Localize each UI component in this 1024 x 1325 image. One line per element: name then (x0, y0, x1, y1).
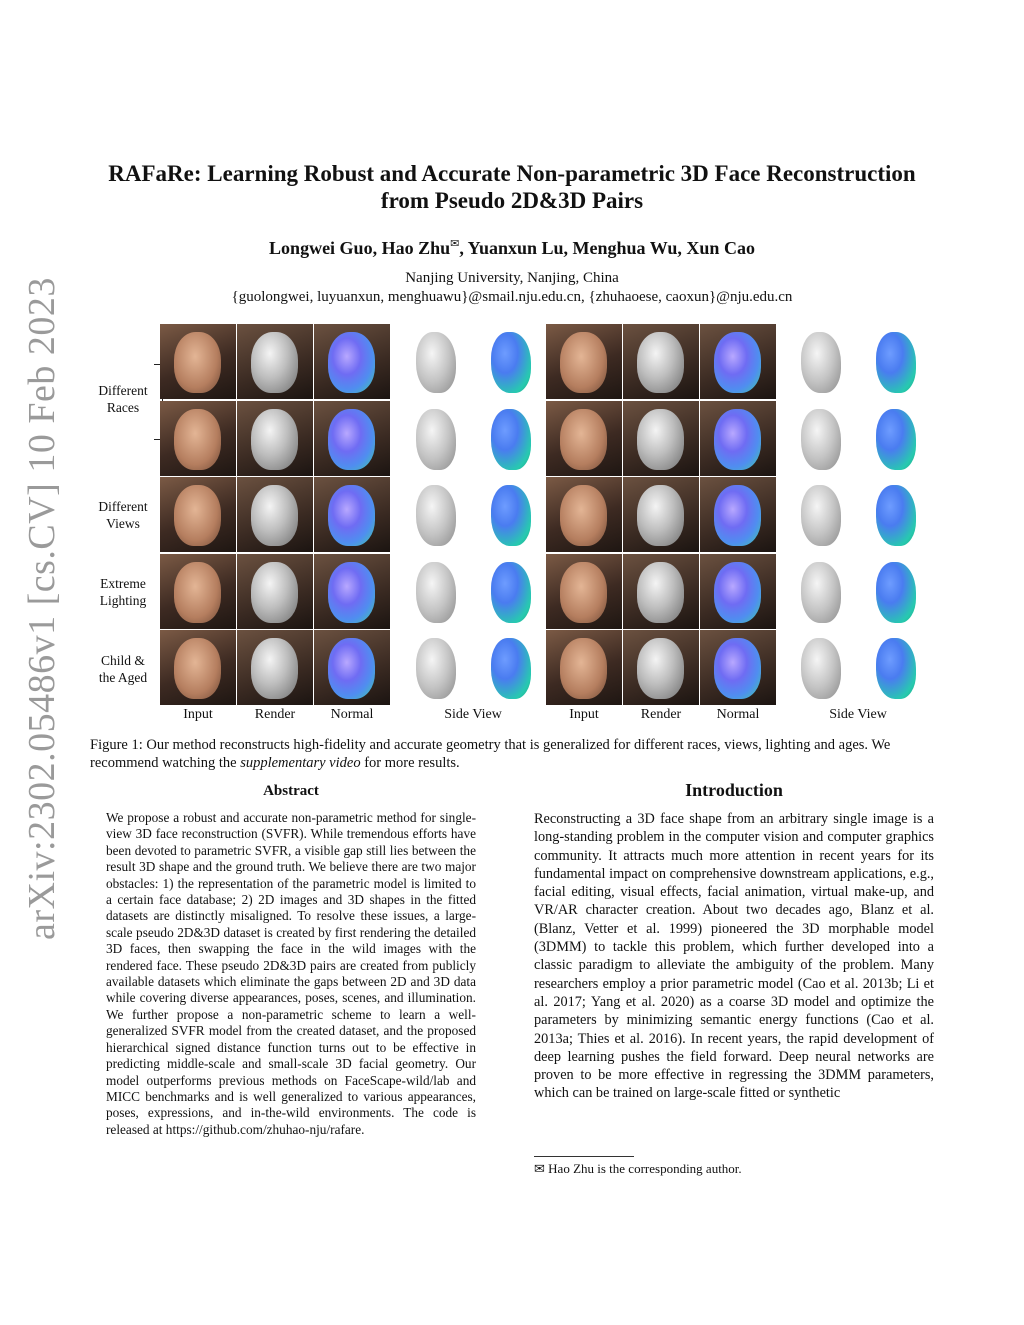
normal-map (700, 477, 776, 552)
title-line-1: RAFaRe: Learning Robust and Accurate Non-parametric 3D Face Reconstruction (108, 161, 916, 186)
side-view-normal (858, 554, 934, 629)
supplementary-video-ref: supplementary video (240, 755, 361, 771)
render-image (623, 554, 699, 629)
envelope-icon: ✉ (534, 1161, 545, 1176)
side-view-geometry (398, 554, 474, 629)
introduction-text: Reconstructing a 3D face shape from an arbitrary single image is a long-standing problem in the computer vision and computer graphics community. It attracts much more attention in recent years for its fundamental impact on comprehensive downstream applications, e.g., facial editing, visual effects, facial animation, virtual make-up, and VR/AR character creation. About two decades ago, Blanz et al. (Blanz, Vetter et al. 1999) pioneered the 3D morphable model (3DMM) to tackle this problem, which further developed into a classic paradigm to alleviate the ambiguity of the problem. Many researchers employ a prior parametric model (Cao et al. 2013b; Li et al. 2017; Yang et al. 2020) as a coarse 3D model and optimize the parameters by minimizing semantic energy functions (Cao et al. 2013a; Thies et al. 2016). In recent years, the rapid development of deep learning pushes the field forward. Deep neural networks are proven to be more effective in regressing the 3DMM parameters, which can be trained on large-scale fitted or synthetic (534, 811, 934, 1102)
affiliation-block (80, 269, 944, 307)
render-image (237, 401, 313, 476)
side-view-normal (858, 324, 934, 399)
render-image (623, 324, 699, 399)
input-photo (160, 630, 236, 705)
side-view-normal (858, 477, 934, 552)
side-view-geometry (398, 324, 474, 399)
col-label-input: Input (183, 707, 213, 722)
side-view-geometry (398, 630, 474, 705)
normal-map (314, 630, 390, 705)
input-photo (160, 554, 236, 629)
authors (80, 237, 944, 259)
abstract-text: We propose a robust and accurate non-parametric method for single-view 3D face reconstruction (SVFR). While tremendous efforts have been devoted to parametric SVFR, a visible gap still lies between the result 3D shape and the ground truth. We believe there are two major obstacles: 1) the representation of the parametric model is limited to a certain face database; 2) 2D images and 3D shapes in the fitted datasets are distinctly misaligned. To resolve these issues, a large-scale pseudo 2D&3D dataset is created by first rendering the detailed 3D faces, then swapping the face in the wild images with the rendered face. These pseudo 2D&3D pairs are created from publicly available datasets which eliminate the gaps between 2D and 3D data while covering diverse appearances, poses, scenes, and illumination. We further propose a non-parametric scheme to learn a well-generalized SVFR model from the created dataset, and the proposed hierarchical signed distance function turns out to be effective in predicting middle-scale and small-scale 3D facial geometry. Our model outperforms previous methods on FaceScape-wild/lab and MICC benchmarks and is well generalized to various appearances, poses, expressions, and in-the-wild environments. The code is released at https://github.com/zhuhao-nju/rafare. (106, 810, 476, 1137)
col-label-normal: Normal (716, 707, 760, 722)
side-view-normal (858, 630, 934, 705)
normal-map (314, 401, 390, 476)
render-image (237, 554, 313, 629)
authors-rest: , Yuanxun Lu, Menghua Wu, Xun Cao (459, 238, 755, 258)
input-photo (546, 554, 622, 629)
normal-map (700, 401, 776, 476)
paper-title (80, 160, 944, 214)
side-view-normal (473, 324, 549, 399)
authors-first: Longwei Guo, Hao Zhu (269, 238, 451, 258)
title-line-2: from Pseudo 2D&3D Pairs (380, 188, 644, 213)
col-label-render: Render (254, 707, 296, 722)
introduction-heading: Introduction (685, 780, 783, 800)
input-photo (546, 630, 622, 705)
col-label-input: Input (569, 707, 599, 722)
side-view-normal (858, 401, 934, 476)
footnote: ✉ Hao Zhu is the corresponding author. (534, 1161, 742, 1176)
render-image (623, 401, 699, 476)
row-label-age: Child & the Aged (98, 653, 148, 685)
side-view-geometry (398, 477, 474, 552)
col-label-render: Render (640, 707, 682, 722)
normal-map (314, 324, 390, 399)
side-view-normal (473, 477, 549, 552)
figure-1 (88, 322, 938, 724)
affiliation: Nanjing University, Nanjing, China (405, 270, 619, 286)
side-view-normal (473, 554, 549, 629)
row-label-views: Different Views (98, 499, 148, 531)
side-view-normal (473, 401, 549, 476)
side-view-normal (473, 630, 549, 705)
side-view-geometry (783, 401, 859, 476)
render-image (237, 630, 313, 705)
corresponding-author-mark: ✉ (450, 238, 460, 250)
input-photo (546, 401, 622, 476)
col-label-normal: Normal (330, 707, 374, 722)
side-view-geometry (783, 554, 859, 629)
side-view-geometry (783, 630, 859, 705)
normal-map (314, 554, 390, 629)
input-photo (546, 324, 622, 399)
render-image (237, 324, 313, 399)
normal-map (314, 477, 390, 552)
side-view-geometry (783, 324, 859, 399)
input-photo (160, 324, 236, 399)
normal-map (700, 630, 776, 705)
render-image (623, 477, 699, 552)
input-photo (160, 477, 236, 552)
row-label-lighting: Extreme Lighting (99, 576, 147, 608)
side-view-geometry (398, 401, 474, 476)
col-label-side-view: Side View (444, 707, 502, 722)
arxiv-identifier: arXiv:2302.05486v1 [cs.CV] 10 Feb 2023 (21, 277, 63, 940)
figure-caption: Figure 1: Our method reconstructs high-fidelity and accurate geometry that is generalized for different races, views, lighting and ages. We recommend watching the supplementary video for more results. (90, 737, 891, 771)
normal-map (700, 554, 776, 629)
render-image (623, 630, 699, 705)
col-label-side-view: Side View (829, 707, 887, 722)
input-photo (160, 401, 236, 476)
row-label-races: Different Races (98, 383, 148, 415)
side-view-geometry (783, 477, 859, 552)
footnote-rule (534, 1156, 634, 1157)
normal-map (700, 324, 776, 399)
emails: {guolongwei, luyuanxun, menghuawu}@smail.nju.edu.cn, {zhuhaoese, caoxun}@nju.edu.cn (231, 289, 793, 305)
input-photo (546, 477, 622, 552)
abstract-heading: Abstract (263, 783, 319, 799)
render-image (237, 477, 313, 552)
